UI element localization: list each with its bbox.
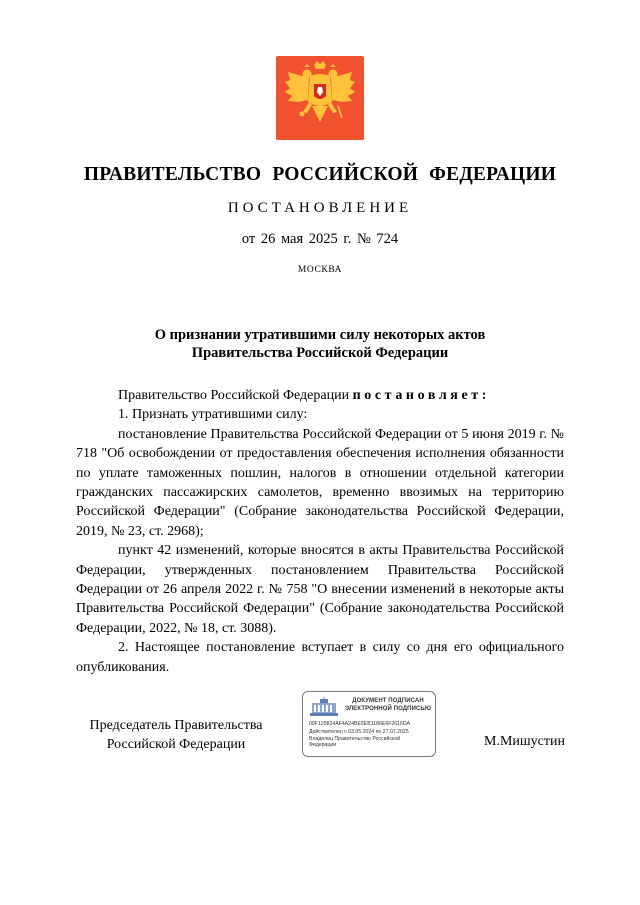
stamp-title-line-2: ЭЛЕКТРОННОЙ ПОДПИСЬЮ — [344, 705, 432, 712]
stamp-validity: Действителен с 03.05.2024 по 27.07.2025 — [309, 729, 409, 735]
paragraph-decree — [76, 386, 564, 405]
paragraph-item-2: 2. Настоящее постановление вступает в силу со дня его официального опубликования. — [76, 640, 564, 675]
paragraph-decree-text: Правительство Российской Федерации — [118, 388, 353, 403]
stamp-owner-line-1: Владелец Правительство Российской — [309, 736, 401, 742]
document-heading — [0, 326, 640, 362]
coat-of-arms-icon — [276, 56, 364, 140]
government-title: ПРАВИТЕЛЬСТВО РОССИЙСКОЙ ФЕДЕРАЦИИ — [83, 164, 557, 185]
paragraph-item-1: 1. Признать утратившими силу: — [118, 407, 308, 423]
stamp-title-line-1: ДОКУМЕНТ ПОДПИСАН — [352, 698, 424, 704]
stamp-owner-line-2: Федерации — [309, 742, 337, 748]
government-building-icon — [309, 697, 339, 722]
stamp-title — [343, 698, 433, 713]
heading-line-1: О признании утратившими силу некоторых актов — [154, 327, 486, 343]
signatory-name: М.Мишустин — [484, 734, 565, 749]
decree-word: постановляет: — [352, 388, 490, 403]
paragraph-act-1: постановление Правительства Российской Федерации от 5 июня 2019 г. № 718 "Об освобождении от предоставления обеспечения исполнения обязанности по уплате таможенных пошлин, налогов в отношении отдельной категории гражданских пассажирских самолетов, временно ввозимых на территорию Российской Федерации" (Собрание законодательства Российской Федерации, 2019, № 23, ст. 2968); — [76, 426, 564, 539]
paragraph-act-2: пункт 42 изменений, которые вносятся в акты Правительства Российской Федерации, утвержденных постановлением Правительства Российской Федерации от 26 апреля 2022 г. № 758 "О внесении изменений в некоторые акты Правительства Российской Федерации" (Собрание законодательства Российской Федерации, 2022, № 18, ст. 3088). — [76, 543, 564, 636]
signatory-position — [76, 716, 276, 754]
document-city: МОСКВА — [297, 265, 343, 275]
signatory-position-line-1: Председатель Правительства — [89, 718, 263, 733]
document-body — [76, 386, 564, 677]
document-type: ПОСТАНОВЛЕНИЕ — [227, 200, 413, 216]
signatory-position-line-2: Российской Федерации — [106, 737, 246, 752]
electronic-signature-stamp — [302, 691, 436, 757]
heading-line-2: Правительства Российской Федерации — [191, 345, 449, 361]
stamp-certificate: 00F129824AF4A24BE5EB1186E6F2616DA — [309, 721, 411, 727]
document-date-number: от 26 мая 2025 г. № 724 — [241, 231, 399, 247]
